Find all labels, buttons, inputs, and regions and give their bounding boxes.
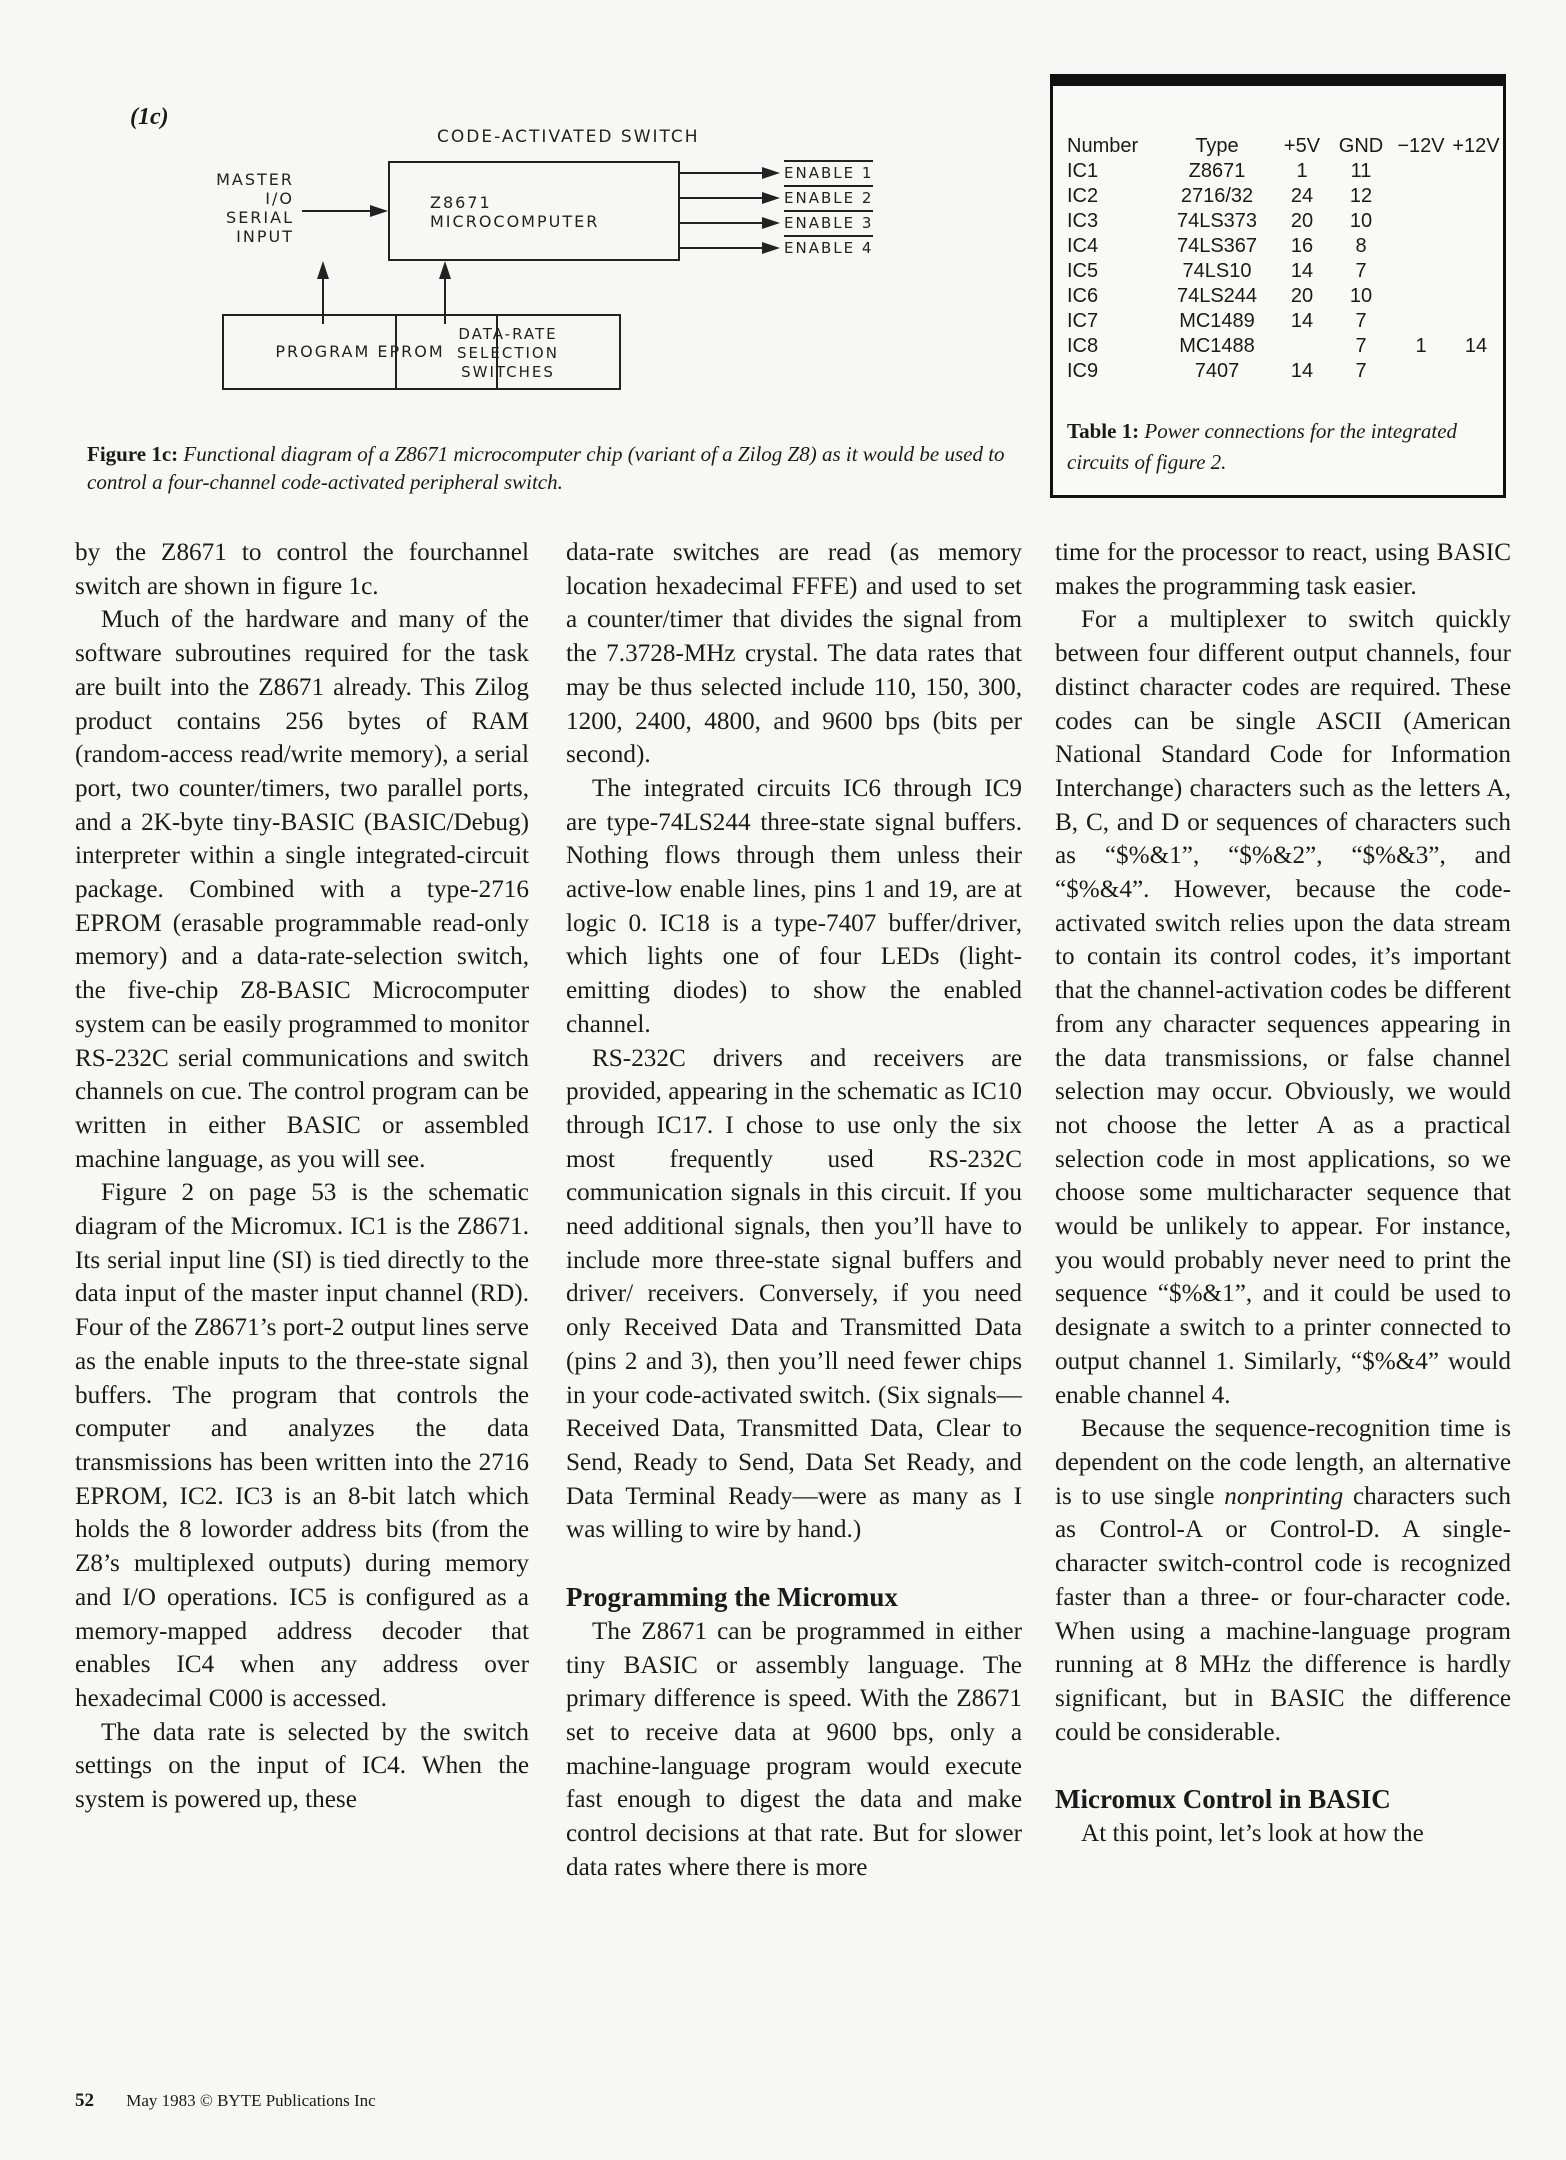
enable-4-label: ENABLE 4	[784, 235, 873, 258]
output-line-4	[680, 247, 764, 249]
cpu-box	[388, 161, 680, 261]
paragraph: For a multiplexer to switch quickly between four different output channels, four distinct character codes are required. These codes can be single ASCII (American National Standard Code for Information Interchange) characters such as the letters A, B, C, and D or sequences of characters such as “$%&1”, “$%&2”, “$%&3”, and “$%&4”. However, because the code-activated switch relies upon the data stream to contain its control codes, it’s important that the channel-activation codes be different from any character sequences appearing in the data transmissions, or false channel selection may occur. Obviously, we would not choose the letter A as a practical selection code in most applications, so we choose some multicharacter sequence that would be unlikely to appear. For instance, you would probably never need to print the sequence “$%&1”, and it could be used to designate a switch to a printer connected to output channel 1. Similarly, “$%&4” would enable channel 4.	[1055, 606, 1511, 1409]
table-row: IC5 74LS10 14 7	[1067, 260, 1367, 282]
figure-1c	[0, 0, 1040, 520]
paragraph: time for the processor to react, using BASIC makes the programming task easier.	[1055, 539, 1511, 600]
paragraph: The data rate is selected by the switch settings on the input of IC4. When the system is powered up, these	[75, 1718, 529, 1814]
output-line-2	[680, 197, 764, 199]
article-column-1	[75, 536, 529, 1817]
arrow-right-icon	[762, 217, 780, 229]
arrow-up-icon	[439, 261, 451, 279]
paragraph: The Z8671 can be programmed in either tiny BASIC or assembly language. The primary difference is speed. With the Z8671 set to receive data at 9600 bps, only a machine-language program would execute fast enough to digest the data and make control decisions at that rate. But for slower data rates where there is more	[566, 1617, 1022, 1881]
paragraph: by the Z8671 to control the fourchannel switch are shown in figure 1c.	[75, 539, 529, 600]
table-row: IC1 Z8671 1 11	[1067, 160, 1372, 182]
figure-caption: Figure 1c: Functional diagram of a Z8671 microcomputer chip (variant of a Zilog Z8) as it would be used to control a four-channel code-activated peripheral switch.	[87, 442, 1005, 494]
figure-label: (1c)	[130, 104, 169, 130]
paragraph: Figure 2 on page 53 is the schematic diagram of the Micromux. IC1 is the Z8671. Its serial input line (SI) is tied directly to the data input of the master input channel (RD). Four of the Z8671’s port-2 output lines serve as the enable inputs to the three-state signal buffers. The program that controls the computer and analyzes the data transmissions has been written into the 2716 EPROM, IC2. IC3 is an 8-bit latch which holds the 8 loworder address bits (from the Z8’s multiplexed outputs) during memory and I/O operations. IC5 is configured as a memory-mapped address decoder that enables IC4 when any address over hexadecimal C000 is accessed.	[75, 1179, 529, 1712]
arrow-right-icon	[370, 205, 388, 217]
footer-text: May 1983 © BYTE Publications Inc	[126, 2091, 376, 2110]
article-column-2	[566, 536, 1022, 1884]
col-header-plus12v: +12V	[1452, 135, 1500, 157]
article-column-3	[1055, 536, 1511, 1851]
paragraph: Because the sequence-recognition time is dependent on the code length, an alternative is to use single nonprinting characters such as Control-A or Control-D. A single-character switch-control code is recognized faster than a three- or four-character code. When using a machine-language program running at 8 MHz the difference is hardly significant, but in BASIC the difference could be considerable.	[1055, 1415, 1511, 1746]
paragraph: The integrated circuits IC6 through IC9 are type-74LS244 three-state signal buffers. Nothing flows through them unless their active-low enable lines, pins 1 and 19, are at logic 0. IC18 is a type-7407 buffer/driver, which lights one of four LEDs (light-emitting diodes) to show the enabled channel.	[566, 774, 1022, 1038]
col-header-minus12v: −12V	[1397, 135, 1445, 157]
power-connections-table	[1067, 134, 1501, 384]
table-row: IC3 74LS373 20 10	[1067, 210, 1373, 232]
program-eprom-box: PROGRAM EPROM	[222, 314, 498, 390]
table-row: IC8 MC1488 7 1 14	[1067, 335, 1488, 357]
col-header-5v: +5V	[1283, 135, 1321, 157]
table-header-row	[1067, 134, 1501, 159]
input-line	[302, 210, 372, 212]
data-rate-switches-box: DATA-RATE SELECTION SWITCHES	[395, 314, 621, 390]
enable-1-label: ENABLE 1	[784, 160, 873, 183]
paragraph: RS-232C drivers and receivers are provided, appearing in the schematic as IC10 through IC17. I chose to use only the six most frequently used RS-232C communication signals in this circuit. If you need additional signals, then you’ll have to include more three-state signal buffers and driver/ receivers. Conversely, if you need only Received Data and Transmitted Data (pins 2 and 3), then you’ll need fewer chips in your code-activated switch. (Six signals—Received Data, Transmitted Data, Clear to Send, Ready to Send, Data Set Ready, and Data Terminal Ready—were as many as I was willing to wire by hand.)	[566, 1044, 1022, 1544]
cpu-label: Z8671 MICROCOMPUTER	[430, 193, 600, 231]
output-line-1	[680, 172, 764, 174]
arrow-right-icon	[762, 192, 780, 204]
table-row: IC4 74LS367 16 8	[1067, 235, 1367, 257]
paragraph: Much of the hardware and many of the software subroutines required for the task are built into the Z8671 already. This Zilog product contains 256 bytes of RAM (random-access read/write memory), a serial port, two counter/timers, two parallel ports, and a 2K-byte tiny-BASIC (BASIC/Debug) interpreter within a single integrated-circuit package. Combined with a type-2716 EPROM (erasable programmable read-only memory) and a data-rate-selection switch, the five-chip Z8-BASIC Microcomputer system can be easily programmed to monitor RS-232C serial communications and switch channels on cue. The control program can be written in either BASIC or assembled machine language, as you will see.	[75, 606, 529, 1173]
col-header-gnd: GND	[1338, 135, 1384, 157]
table-row: IC6 74LS244 20 10	[1067, 285, 1373, 307]
section-heading-basic: Micromux Control in BASIC	[1055, 1784, 1391, 1815]
table-row: IC2 2716/32 24 12	[1067, 185, 1373, 207]
output-line-3	[680, 222, 764, 224]
table-row: IC9 7407 14 7	[1067, 360, 1367, 382]
table-caption: Table 1: Power connections for the integrated circuits of figure 2.	[1067, 419, 1458, 474]
paragraph: data-rate switches are read (as memory location hexadecimal FFFE) and used to set a counter/timer that divides the signal from the 7.3728-MHz crystal. The data rates that may be thus selected include 110, 150, 300, 1200, 2400, 4800, and 9600 bps (bits per second).	[566, 539, 1022, 769]
page-footer	[75, 2090, 376, 2112]
arrow-right-icon	[762, 242, 780, 254]
enable-3-label: ENABLE 3	[784, 210, 873, 233]
table-1-box	[1050, 74, 1506, 498]
col-header-type: Type	[1195, 135, 1239, 157]
section-heading-programming: Programming the Micromux	[566, 1582, 898, 1613]
enable-2-label: ENABLE 2	[784, 185, 873, 208]
arrow-up-icon	[317, 261, 329, 279]
col-header-number: Number	[1067, 135, 1139, 157]
paragraph: At this point, let’s look at how the	[1081, 1820, 1424, 1848]
page-number: 52	[75, 2090, 94, 2111]
table-row: IC7 MC1489 14 7	[1067, 310, 1367, 332]
master-input-label: MASTER I/O SERIAL INPUT	[216, 170, 294, 246]
diagram-title: CODE-ACTIVATED SWITCH	[437, 127, 700, 147]
arrow-right-icon	[762, 167, 780, 179]
